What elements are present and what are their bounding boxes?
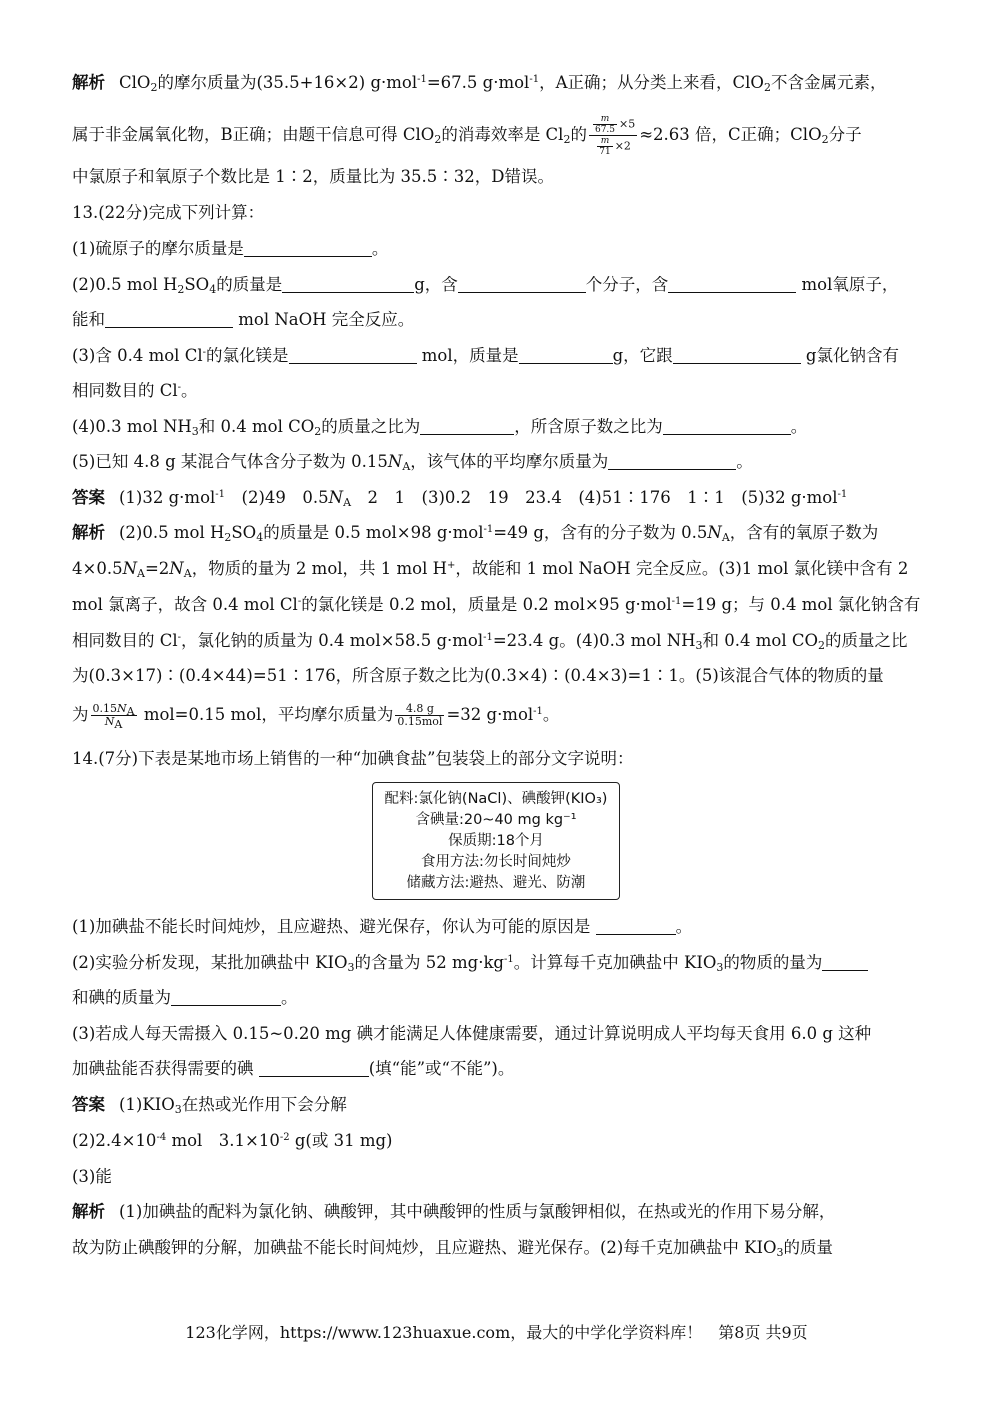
answer-label: 答案 [72, 488, 105, 507]
answer-blank[interactable] [458, 276, 586, 293]
q13-exp-line4: 相同数目的 Cl-，氯化钠的质量为 0.4 mol×58.5 g·mol$^{-1}$=23.4 g。(4)0.3 mol $NH_3$和 0.4 mol $CO_2$的质量之比 [72, 631, 908, 652]
answer-blank[interactable] [105, 311, 233, 328]
q13-part4: (4)0.3 mol $NH_3$和 0.4 mol $CO_2$的质量之比为 ，所含原子数之比为 。 [72, 417, 808, 438]
answer-blank[interactable] [259, 1060, 369, 1077]
explanation-label: 解析 [72, 1202, 105, 1221]
q14-part1: (1)加碘盐不能长时间炖炒，且应避热、避光保存，你认为可能的原因是 。 [72, 917, 693, 936]
answer-blank[interactable] [663, 418, 791, 435]
answer-blank[interactable] [420, 418, 514, 435]
answer-blank[interactable] [282, 276, 414, 293]
answer-blank[interactable] [668, 276, 796, 293]
answer-blank[interactable] [673, 347, 801, 364]
q13-exp-line6: 为 $\frac{0.15N_A}{N_A}$ mol=0.15 mol，平均摩尔质量为 $\frac{4.8 g}{\text{0.15mol}}$ =32 g·mol$^{-1}$。 [72, 702, 560, 731]
page-footer: 123化学网，https://www.123huaxue.com，最大的中学化学资料库！ 第8页 共9页 [185, 1323, 808, 1342]
q13-part1: (1)硫原子的摩尔质量是 。 [72, 239, 389, 258]
q14-title: 14.(7分)下表是某地市场上销售的一种“加碘食盐”包装袋上的部分文字说明： [72, 749, 634, 768]
box-line: 配料:氯化钠(NaCl)、碘酸钾(KIO₃) [384, 791, 608, 807]
box-line: 保质期:18个月 [448, 833, 544, 849]
answer-blank[interactable] [519, 347, 613, 364]
q13-exp-line2: $4\times 0.5N_A=2N_A$，物质的量为 2 mol，共 1 mol H+，故能和 1 mol NaOH 完全反应。(3)1 mol 氯化镁中含有 2 [72, 559, 909, 580]
q13-part5: (5)已知 4.8 g 某混合气体含分子数为 $0.15N_A$，该气体的平均摩尔质量为 。 [72, 452, 753, 473]
box-line: 含碘量:20~40 mg kg⁻¹ [415, 812, 577, 828]
q14-answer: 答案 $(1)KIO_3$在热或光作用下会分解 [72, 1095, 347, 1116]
q14-answer3: (3)能 [72, 1167, 112, 1186]
q14-answer2: $(2)2.4\times 10^{-4}$ mol $3.1\times 10^{-2}$ g(或 31 mg) [72, 1131, 393, 1150]
q13-part3-cont: 相同数目的 Cl-。 [72, 381, 198, 400]
q13-answer: 答案 (1)32 g·mol$^{-1}$ (2)49 $0.5N_A$ 2 1 (3)0.2 19 23.4 (4)51∶176 1∶1 (5)32 g·mol$^{-1}$ [72, 488, 848, 509]
answer-blank[interactable] [244, 240, 372, 257]
explanation-label: 解析 [72, 523, 105, 542]
q13-exp-line5: 为(0.3×17)∶(0.4×44)=51∶176，所含原子数之比为(0.3×4)∶(0.4×3)=1∶1。(5)该混合气体的物质的量 [72, 666, 884, 685]
answer-blank[interactable] [822, 954, 868, 971]
q14-exp-line1: 解析 (1)加碘盐的配料为氯化钠、碘酸钾，其中碘酸钾的性质与氯酸钾相似，在热或光的作用下易分解， [72, 1202, 836, 1221]
q14-part3: (3)若成人每天需摄入 0.15~0.20 mg 碘才能满足人体健康需要，通过计算说明成人平均每天食用 6.0 g 这种 [72, 1024, 872, 1043]
explanation-label: 解析 [72, 73, 105, 92]
q13-exp-line3: mol 氯离子，故含 0.4 mol Cl-的氯化镁是 0.2 mol，质量是 0.2 mol×95 g·mol$^{-1}$=19 g；与 0.4 mol 氯化钠含有 [72, 595, 921, 614]
p12-line1: 解析 ClO$_2$的摩尔质量为(35.5+16×2) g·mol$^{-1}$=67.5 g·mol$^{-1}$，A正确；从分类上来看，ClO$_2$不含金属元素， [72, 73, 887, 94]
q14-exp-line2: 故为防止碘酸钾的分解，加碘盐不能长时间炖炒，且应避热、避光保存。(2)每千克加碘盐中 $KIO_3$的质量 [72, 1238, 833, 1259]
q13-exp-line1: 解析 (2)0.5 mol $H_2SO_4$的质量是 0.5 mol×98 g·mol$^{-1}$=49 g，含有的分子数为 $0.5N_A$，含有的氧原子数为 [72, 523, 879, 544]
answer-blank[interactable] [289, 347, 417, 364]
answer-label: 答案 [72, 1095, 105, 1114]
answer-blank[interactable] [171, 989, 281, 1006]
box-line: 储藏方法:避热、避光、防潮 [406, 875, 586, 891]
efficiency-fraction: $\frac{m}{67.5}$ ×5 $\frac{m}{71}$ ×2 [589, 114, 637, 157]
answer-blank[interactable] [608, 453, 736, 470]
q13-part2-cont: 能和 mol NaOH 完全反应。 [72, 310, 415, 329]
salt-label-box [372, 782, 620, 900]
q13-part3: (3)含 0.4 mol Cl-的氯化镁是 mol，质量是 g，它跟 g氯化钠含有 [72, 346, 899, 365]
p12-line2: 属于非金属氧化物，B正确；由题干信息可得 ClO$_2$的消毒效率是 $Cl_2$的 $\frac{m}{67.5}$ ×5 $\frac{m}{71}$ ×2 ≈2.63 倍，C正确；ClO$_2$分子 [72, 114, 862, 157]
q13-title: 13.(22分)完成下列计算： [72, 203, 265, 222]
q14-part2-cont: 和碘的质量为 。 [72, 988, 298, 1007]
q14-part2: (2)实验分析发现，某批加碘盐中 $KIO_3$的含量为 52 $mg\cdot kg^{-1}$。计算每千克加碘盐中 $KIO_3$的物质的量为 [72, 952, 919, 974]
q13-part2: (2)0.5 mol $H_2SO_4$的质量是 g，含 个分子，含 mol氧原子， [72, 275, 899, 296]
q14-part3-cont: 加碘盐能否获得需要的碘 (填“能”或“不能”)。 [72, 1059, 515, 1078]
molar-mass-fraction: $\frac{4.8 g}{\text{0.15mol}}$ [397, 702, 443, 728]
box-line: 食用方法:勿长时间炖炒 [421, 854, 571, 870]
moles-fraction: $\frac{0.15N_A}{N_A}$ [92, 702, 135, 731]
p12-line3: 中氯原子和氧原子个数比是 1∶2，质量比为 35.5∶32，D错误。 [72, 167, 554, 186]
answer-blank[interactable] [596, 918, 676, 935]
